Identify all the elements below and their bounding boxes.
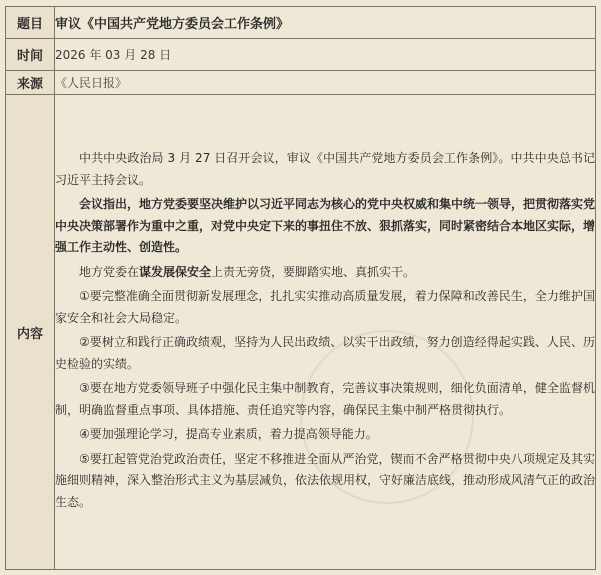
title-row <box>6 7 596 39</box>
content-paragraph-3 <box>55 262 595 284</box>
content-paragraph-7: ④要加强理论学习，提高专业素质，着力提高领导能力。 <box>79 427 378 441</box>
time-row <box>6 39 596 71</box>
time-value: 2026 年 03 月 28 日 <box>55 39 596 71</box>
info-table <box>5 6 596 570</box>
content-body <box>55 95 596 570</box>
content-paragraph-5: ②要树立和践行正确政绩观，坚持为人民出政绩、以实干出政绩，努力创造经得起实践、人民、历史检验的实绩。 <box>55 335 595 371</box>
p3-suffix: 上责无旁贷，要脚踏实地、真抓实干。 <box>211 264 416 279</box>
source-label: 来源 <box>6 71 55 95</box>
content-row <box>6 95 596 570</box>
content-paragraph-8: ⑤要扛起管党治党政治责任，坚定不移推进全面从严治党，锲而不舍严格贯彻中央八项规定及其实施细则精神，深入整治形式主义为基层减负，依法依规用权，守好廉洁底线，推动形成风清气正的政治生态。 <box>55 451 596 509</box>
p3-prefix: 地方党委在 <box>79 264 140 279</box>
title-value: 审议《中国共产党地方委员会工作条例》 <box>55 7 596 39</box>
content-paragraph-6: ③要在地方党委领导班子中强化民主集中制教育，完善议事决策规则，细化负面清单，健全监督机制，明确监督重点事项、具体措施、责任追究等内容，确保民主集中制严格贯彻执行。 <box>55 381 595 417</box>
title-label: 题目 <box>6 7 55 39</box>
content-paragraph-4: ①要完整准确全面贯彻新发展理念，扎扎实实推动高质量发展，着力保障和改善民生，全力维护国家安全和社会大局稳定。 <box>55 289 595 325</box>
content-paragraph-1: 中共中央政治局 3 月 27 日召开会议，审议《中国共产党地方委员会工作条例》。中共中央总书记习近平主持会议。 <box>55 151 595 187</box>
content-paragraph-2: 会议指出，地方党委要坚决维护以习近平同志为核心的党中央权威和集中统一领导，把贯彻落实党中央决策部署作为重中之重，对党中央定下来的事扭住不放、狠抓落实，同时紧密结合本地区实际，增强工作主动性、创造性。 <box>55 197 596 254</box>
time-label: 时间 <box>6 39 55 71</box>
source-value: 《人民日报》 <box>55 71 596 95</box>
source-row <box>6 71 596 95</box>
content-label: 内容 <box>6 95 55 570</box>
p3-emphasis: 谋发展保安全 <box>139 264 212 279</box>
